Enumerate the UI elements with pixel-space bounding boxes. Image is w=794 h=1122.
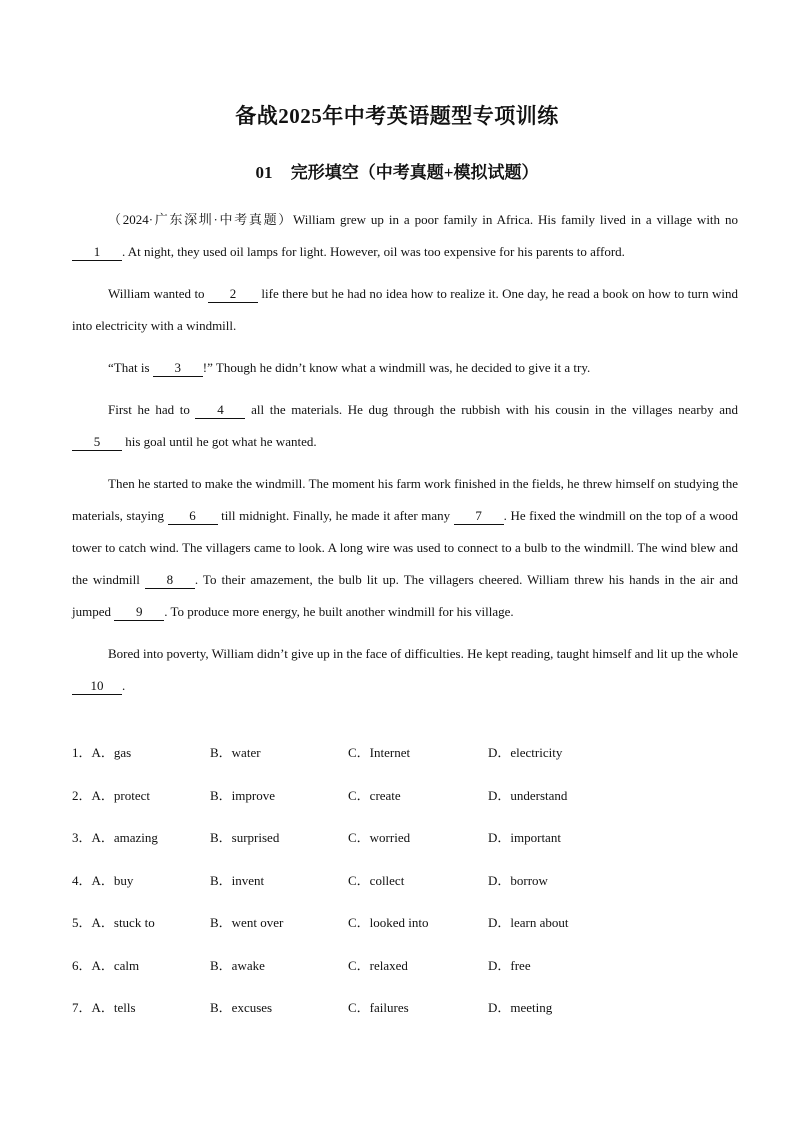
blank-3[interactable]: 3 [153,360,203,377]
option-d[interactable]: D．understand [488,787,568,803]
option-d[interactable]: D．electricity [488,745,563,760]
option-row [72,912,738,955]
option-d[interactable]: D．meeting [488,1000,553,1015]
option-row [72,997,738,1040]
option-row [72,827,738,870]
option-b[interactable]: B．awake [210,957,265,973]
text-run: life there but he had no idea how to realize it. One day, he read a book on how to turn wind into electricity with a windmill. [72,286,738,333]
option-d[interactable]: D．borrow [488,872,548,888]
text-run: First he had to [108,402,196,417]
text-run: his goal until he got what he wanted. [122,434,317,449]
text-run: William grew up in a poor family in Africa. His family lived in a village with no [292,212,738,227]
option-row [72,955,738,998]
option-a[interactable]: 4．A．buy [72,872,134,888]
option-a[interactable]: 1．A．gas [72,745,132,760]
source-label: （2024·广东深圳·中考真题） [108,212,293,227]
blank-10[interactable]: 10 [72,678,122,695]
page-title: 备战2025年中考英语题型专项训练 [235,104,559,128]
paragraph-6 [72,638,738,702]
blank-2[interactable]: 2 [208,286,258,303]
paragraph-2 [72,278,738,342]
option-b[interactable]: B．water [210,745,261,760]
option-c[interactable]: C．create [348,787,401,803]
text-run: all the materials. He dug through the rubbish with his cousin in the villages nearby and [245,402,738,417]
text-run: . [122,678,126,693]
text-run: . To produce more energy, he built another windmill for his village. [164,604,514,619]
option-a[interactable]: 6．A．calm [72,957,140,973]
option-c[interactable]: C．relaxed [348,957,408,973]
option-b[interactable]: B．excuses [210,1000,273,1015]
answer-options [72,742,738,1040]
option-d[interactable]: D．free [488,957,531,973]
text-run: . To their amazement, the bulb lit up. The villagers cheered. William threw his hands in the air and jumped [72,572,738,619]
blank-8[interactable]: 8 [145,572,195,589]
blank-7[interactable]: 7 [454,508,504,525]
section-title: 完形填空（中考真题+模拟试题） [290,163,539,182]
text-run: “That is [108,360,153,375]
paragraph-5 [72,468,738,628]
paragraph-1 [72,204,738,268]
option-row [72,785,738,828]
blank-1[interactable]: 1 [72,244,122,261]
option-d[interactable]: D．important [488,830,561,845]
text-run: !” Though he didn’t know what a windmill was, he decided to give it a try. [202,360,591,375]
blank-4[interactable]: 4 [195,402,245,419]
option-c[interactable]: C．Internet [348,745,411,760]
option-b[interactable]: B．surprised [210,830,280,845]
blank-9[interactable]: 9 [114,604,164,621]
text-run: William wanted to [108,286,208,301]
text-run: Bored into poverty, William didn’t give up in the face of difficulties. He kept reading, taught himself and lit up the whole [108,646,738,661]
text-run: Then he started to make the windmill. The moment his farm work finished in the fields, he threw himself on studying the materials, staying [72,476,738,523]
section-number: 01 [255,163,273,182]
blank-5[interactable]: 5 [72,434,122,451]
option-a[interactable]: 7．A．tells [72,1000,136,1015]
option-c[interactable]: C．looked into [348,915,429,930]
option-b[interactable]: B．improve [210,787,275,803]
paragraph-4 [72,394,738,458]
option-c[interactable]: C．collect [348,872,405,888]
option-b[interactable]: B．invent [210,872,265,888]
text-run: . At night, they used oil lamps for light. However, oil was too expensive for his parents to afford. [122,244,625,259]
option-c[interactable]: C．worried [348,830,411,845]
option-c[interactable]: C．failures [348,1000,409,1015]
option-d[interactable]: D．learn about [488,915,569,930]
option-row [72,742,738,785]
option-a[interactable]: 5．A．stuck to [72,915,155,930]
section-heading [0,158,794,183]
option-a[interactable]: 2．A．protect [72,787,150,803]
text-run: . He fixed the windmill on the top of a wood tower to catch wind. The villagers came to look. A long wire was used to connect to a bulb to the windmill. The wind blew and the windmill [72,508,739,587]
blank-6[interactable]: 6 [168,508,218,525]
cloze-passage [72,204,738,712]
paragraph-3 [72,352,738,384]
option-b[interactable]: B．went over [210,915,284,930]
option-a[interactable]: 3．A．amazing [72,830,158,845]
text-run: till midnight. Finally, he made it after many [217,508,454,523]
option-row [72,870,738,913]
